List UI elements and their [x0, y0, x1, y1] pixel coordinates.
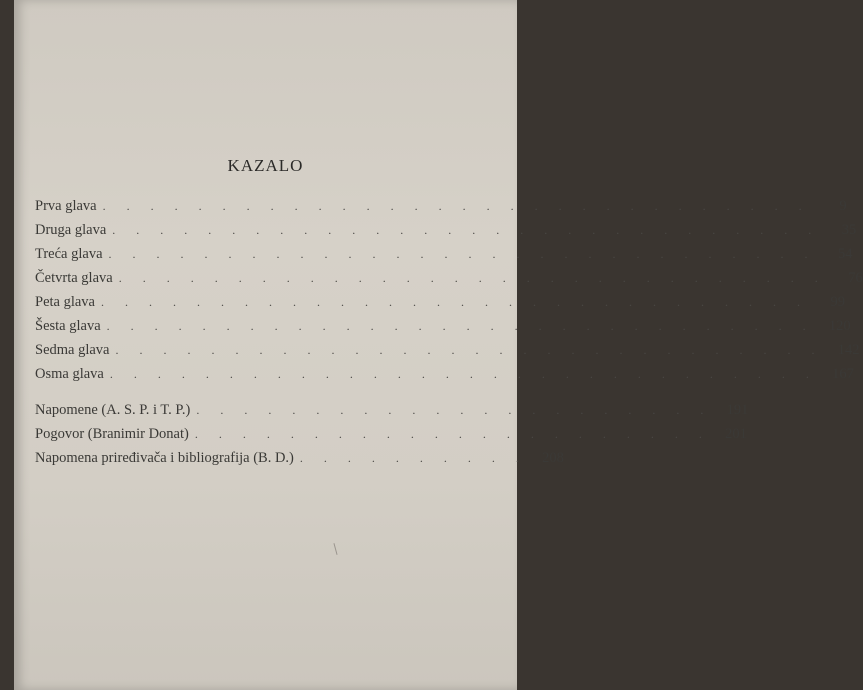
dot-leader: . . . . . . . . . . . . . . . . . . . . . . . . . . . . . .: [118, 271, 827, 285]
toc-entry: [35, 318, 851, 342]
toc-entry-page: 9: [839, 198, 847, 214]
dot-leader: . . . . . . . . . . . . . . . . . . . . . . . . . . . . . .: [115, 343, 824, 357]
toc-entry: [35, 342, 860, 366]
toc-entry-page: 167: [832, 366, 854, 382]
toc-entry-page: 99: [830, 294, 845, 310]
toc-entry: [35, 450, 564, 474]
dot-leader: . . . . . . . . . . . . . . . . . . . . . . . . . . . . . .: [108, 247, 817, 261]
toc-entry-label: Pogovor (Branimir Donat): [35, 426, 189, 442]
toc-entry: [35, 270, 863, 294]
toc-entry: [35, 366, 854, 390]
table-of-contents: [35, 198, 863, 474]
dot-leader: . . . . . . . . . . . . . . . . . . . . . . . . . . . . . .: [112, 223, 821, 237]
toc-entry-page: 208: [542, 450, 564, 466]
toc-entry-page: 120: [828, 318, 851, 334]
toc-entry-label: Četvrta glava: [35, 270, 113, 286]
page-title: KAZALO: [227, 156, 304, 175]
dot-leader: . . . . . . . . . . . . . . . . . . . . . . . . . . . . . .: [102, 199, 811, 213]
toc-entry-label: Treća glava: [35, 246, 103, 262]
dot-leader: . . . . . . . . . . . . . . . . . . . . . .: [196, 403, 713, 417]
book-page: [14, 0, 863, 690]
toc-entry: [35, 246, 853, 270]
toc-entry-label: Peta glava: [35, 294, 95, 310]
toc-entry-label: Prva glava: [35, 198, 97, 214]
toc-entry: [35, 222, 857, 246]
dot-leader: . . . . . . . . . . . . . . . . . . . . . . . . . . . . . .: [109, 367, 818, 381]
toc-entry: [35, 402, 749, 426]
toc-entry-page: 142: [837, 342, 860, 358]
toc-entry-label: Šesta glava: [35, 318, 101, 334]
paper-mark: [333, 543, 337, 555]
toc-entry-label: Osma glava: [35, 366, 104, 382]
toc-entry-label: Druga glava: [35, 222, 107, 238]
dot-leader: . . . . . . . . . . . . . . . . . . . . . . . . . . . . . .: [106, 319, 815, 333]
toc-entry: [35, 426, 747, 450]
dot-leader: . . . . . . . . . .: [299, 451, 528, 465]
toc-entry-label: Napomene (A. S. P. i T. P.): [35, 402, 191, 418]
section-gap: [35, 390, 480, 402]
toc-entry-page: 191: [726, 402, 749, 418]
toc-entry-label: Napomena priređivača i bibliografija (B. D.): [35, 450, 294, 466]
toc-entry-page: 76: [848, 270, 863, 286]
toc-entry-page: 35: [841, 222, 857, 238]
toc-entry-page: 201: [725, 426, 747, 442]
toc-entry: [35, 198, 847, 222]
toc-entry-page: 54: [838, 246, 853, 262]
toc-entry: [35, 294, 845, 318]
toc-entry-label: Sedma glava: [35, 342, 110, 358]
dot-leader: . . . . . . . . . . . . . . . . . . . . . .: [194, 427, 711, 441]
dot-leader: . . . . . . . . . . . . . . . . . . . . . . . . . . . . . .: [101, 295, 809, 309]
